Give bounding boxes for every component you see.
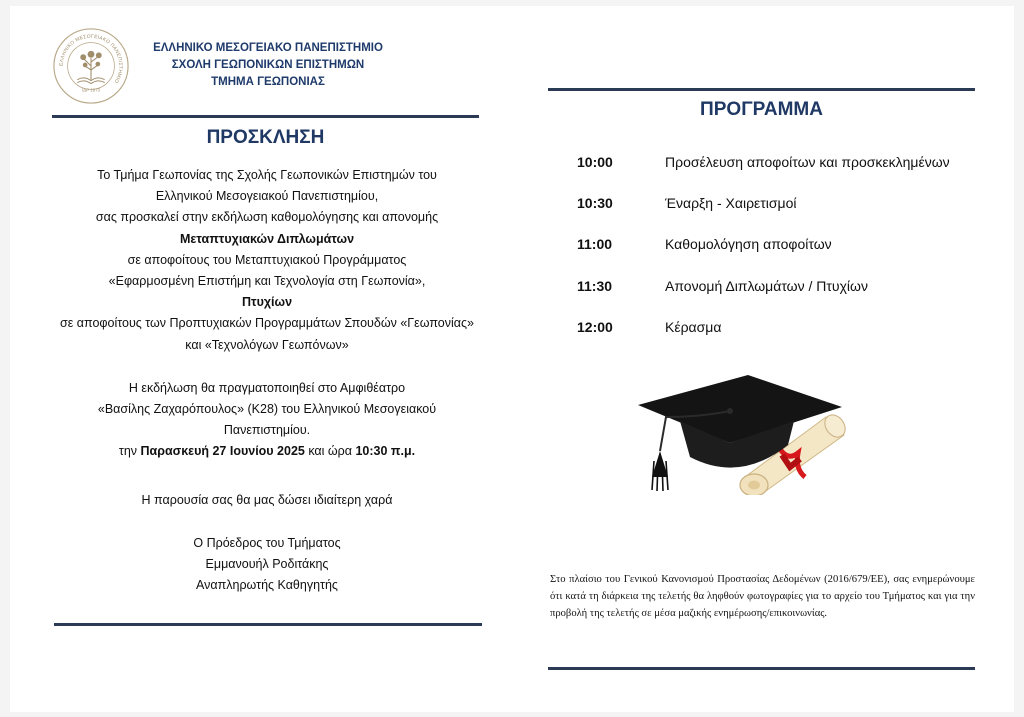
graduation-cap-icon xyxy=(630,365,860,495)
masters-label: Μεταπτυχιακών Διπλωμάτων xyxy=(179,231,355,246)
signatory-role: Ο Πρόεδρος του Τμήματος xyxy=(193,535,341,550)
program-time: 11:00 xyxy=(577,236,613,253)
program-item xyxy=(577,195,977,236)
masters-line-2: «Εφαρμοσμένη Επιστήμη και Τεχνολογία στη Γεωπονία», xyxy=(108,274,426,289)
gdpr-notice: Στο πλαίσιο του Γενικού Κανονισμού Προστασίας Δεδομένων (2016/679/ΕΕ), σας ενημερώνουμε ότι κατά τη διάρκεια της τελετής θα ληφθούν φωτογραφίες για το αρχείο του Τμήματος και για την προβολή της τελετής σε μέσα μαζικής ενημέρωσης/επικοινωνίας. xyxy=(550,574,975,619)
event-datetime: την Παρασκευή 27 Ιουνίου 2025 και ώρα 10:30 π.μ. xyxy=(118,444,416,459)
footer-divider-left xyxy=(54,623,482,626)
program-item xyxy=(577,278,977,319)
program-time: 10:00 xyxy=(577,154,613,170)
program-title: ΠΡΟΓΡΑΜΜΑ xyxy=(700,99,823,120)
program-list xyxy=(577,154,977,360)
signatory-title: Αναπληρωτής Καθηγητής xyxy=(196,578,338,593)
venue-line-2: «Βασίλης Ζαχαρόπουλος» (Κ28) του Ελληνικού Μεσογειακού xyxy=(97,402,437,417)
program-divider xyxy=(548,88,975,91)
degrees-label: Πτυχίων xyxy=(241,295,293,310)
logo-year: ΙΔΡ 1973 xyxy=(82,87,100,93)
school-name: ΣΧΟΛΗ ΓΕΩΠΟΝΙΚΩΝ ΕΠΙΣΤΗΜΩΝ xyxy=(171,59,365,71)
program-activity: Κέρασμα xyxy=(665,318,722,335)
invitation-title: ΠΡΟΣΚΛΗΣΗ xyxy=(206,127,325,148)
department-name: ΤΜΗΜΑ ΓΕΩΠΟΝΙΑΣ xyxy=(211,76,325,88)
degrees-line-1: σε αποφοίτους των Προπτυχιακών Προγραμμάτων Σπουδών «Γεωπονίας» xyxy=(60,316,474,331)
program-item xyxy=(577,319,977,360)
event-date: Παρασκευή 27 Ιουνίου 2025 xyxy=(140,444,305,459)
institution-header xyxy=(118,40,418,91)
event-time: 10:30 π.μ. xyxy=(355,444,416,459)
logo-text: ΕΛΛΗΝΙΚΟ ΜΕΣΟΓΕΙΑΚΟ ΠΑΝΕΠΙΣΤΗΜΙΟ xyxy=(59,34,123,84)
closing-line: Η παρουσία σας θα μας δώσει ιδιαίτερη χαρά xyxy=(141,492,393,507)
program-activity: Καθομολόγηση αποφοίτων xyxy=(665,236,832,253)
masters-line-1: σε αποφοίτους του Μεταπτυχιακού Προγράμματος xyxy=(127,252,407,267)
degrees-line-2: και «Τεχνολόγων Γεωπόνων» xyxy=(185,337,349,352)
intro-line-1: Το Τμήμα Γεωπονίας της Σχολής Γεωπονικών Επιστημών του xyxy=(97,168,437,182)
program-activity: Προσέλευση αποφοίτων και προσκεκλημένων xyxy=(665,154,950,170)
header-divider xyxy=(52,115,479,118)
intro-line-2: Ελληνικού Μεσογειακού Πανεπιστημίου, xyxy=(155,189,379,204)
program-activity: Έναρξη - Χαιρετισμοί xyxy=(665,195,797,212)
invitation-body xyxy=(60,165,474,596)
intro-line-3: σας προσκαλεί στην εκδήλωση καθομολόγησης και απονομής xyxy=(95,210,439,225)
university-name: ΕΛΛΗΝΙΚΟ ΜΕΣΟΓΕΙΑΚΟ ΠΑΝΕΠΙΣΤΗΜΙΟ xyxy=(153,42,383,54)
program-activity: Απονομή Διπλωμάτων / Πτυχίων xyxy=(665,277,868,294)
venue-line-3: Πανεπιστημίου. xyxy=(223,423,311,438)
program-time: 12:00 xyxy=(577,318,613,335)
signatory-name: Εμμανουήλ Ροδιτάκης xyxy=(205,557,329,572)
program-time: 11:30 xyxy=(577,277,613,294)
program-item xyxy=(577,236,977,277)
program-item xyxy=(577,154,977,195)
program-time: 10:30 xyxy=(577,195,613,212)
venue-line-1: Η εκδήλωση θα πραγματοποιηθεί στο Αμφιθέατρο xyxy=(128,380,406,395)
footer-divider-right xyxy=(548,667,975,670)
